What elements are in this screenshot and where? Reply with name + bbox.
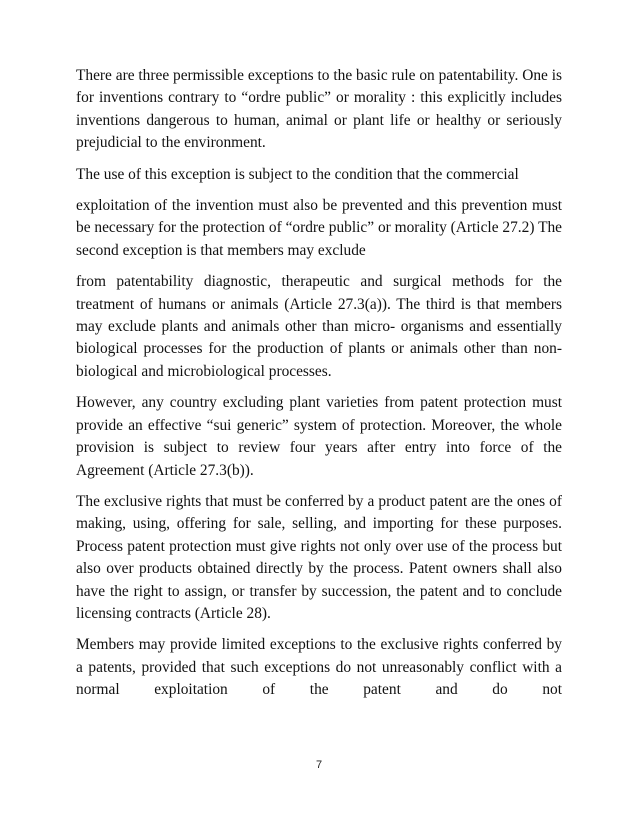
paragraph-limited-exceptions: Members may provide limited exceptions to the exclusive rights conferred by a patents, provided that such exceptions do not unreasonably conflict with a normal exploitation of the patent and do not [76,636,562,699]
paragraph-plant-varieties: However, any country excluding plant varieties from patent protection must provide an effective “sui generic” system of protection. Moreover, the whole provision is subject to review four years after entry into force of the Agreement (Article 27.3(b)). [76,394,562,479]
paragraph-diagnostic-methods: from patentability diagnostic, therapeutic and surgical methods for the treatment of humans or animals (Article 27.3(a)). The third is that members may exclude plants and animals other than micro- organisms and essentially biological processes for the production of plants or animals other than non-biological and microbiological processes. [76,273,562,380]
paragraph-exclusive-rights: The exclusive rights that must be conferred by a product patent are the ones of making, using, offering for sale, selling, and importing for these purposes. Process patent protection must give rights not only over use of the process but also over products obtained directly by the process. Patent owners shall also have the right to assign, or transfer by succession, the patent and to conclude licensing contracts (Article 28). [76,492,562,622]
page-number: 7 [315,759,323,771]
body-text [76,65,562,711]
paragraph-use-of-exception: The use of this exception is subject to the condition that the commercial [76,165,519,183]
paragraph-exceptions-intro: There are three permissible exceptions to the basic rule on patentability. One is for inventions contrary to “ordre public” or morality : this explicitly includes inventions dangerous to human, animal or plant life or healthy or seriously prejudicial to the environment. [76,67,562,152]
paragraph-exploitation: exploitation of the invention must also be prevented and this prevention must be necessary for the protection of “ordre public” or morality (Article 27.2) The second exception is that members may exclude [76,197,562,259]
